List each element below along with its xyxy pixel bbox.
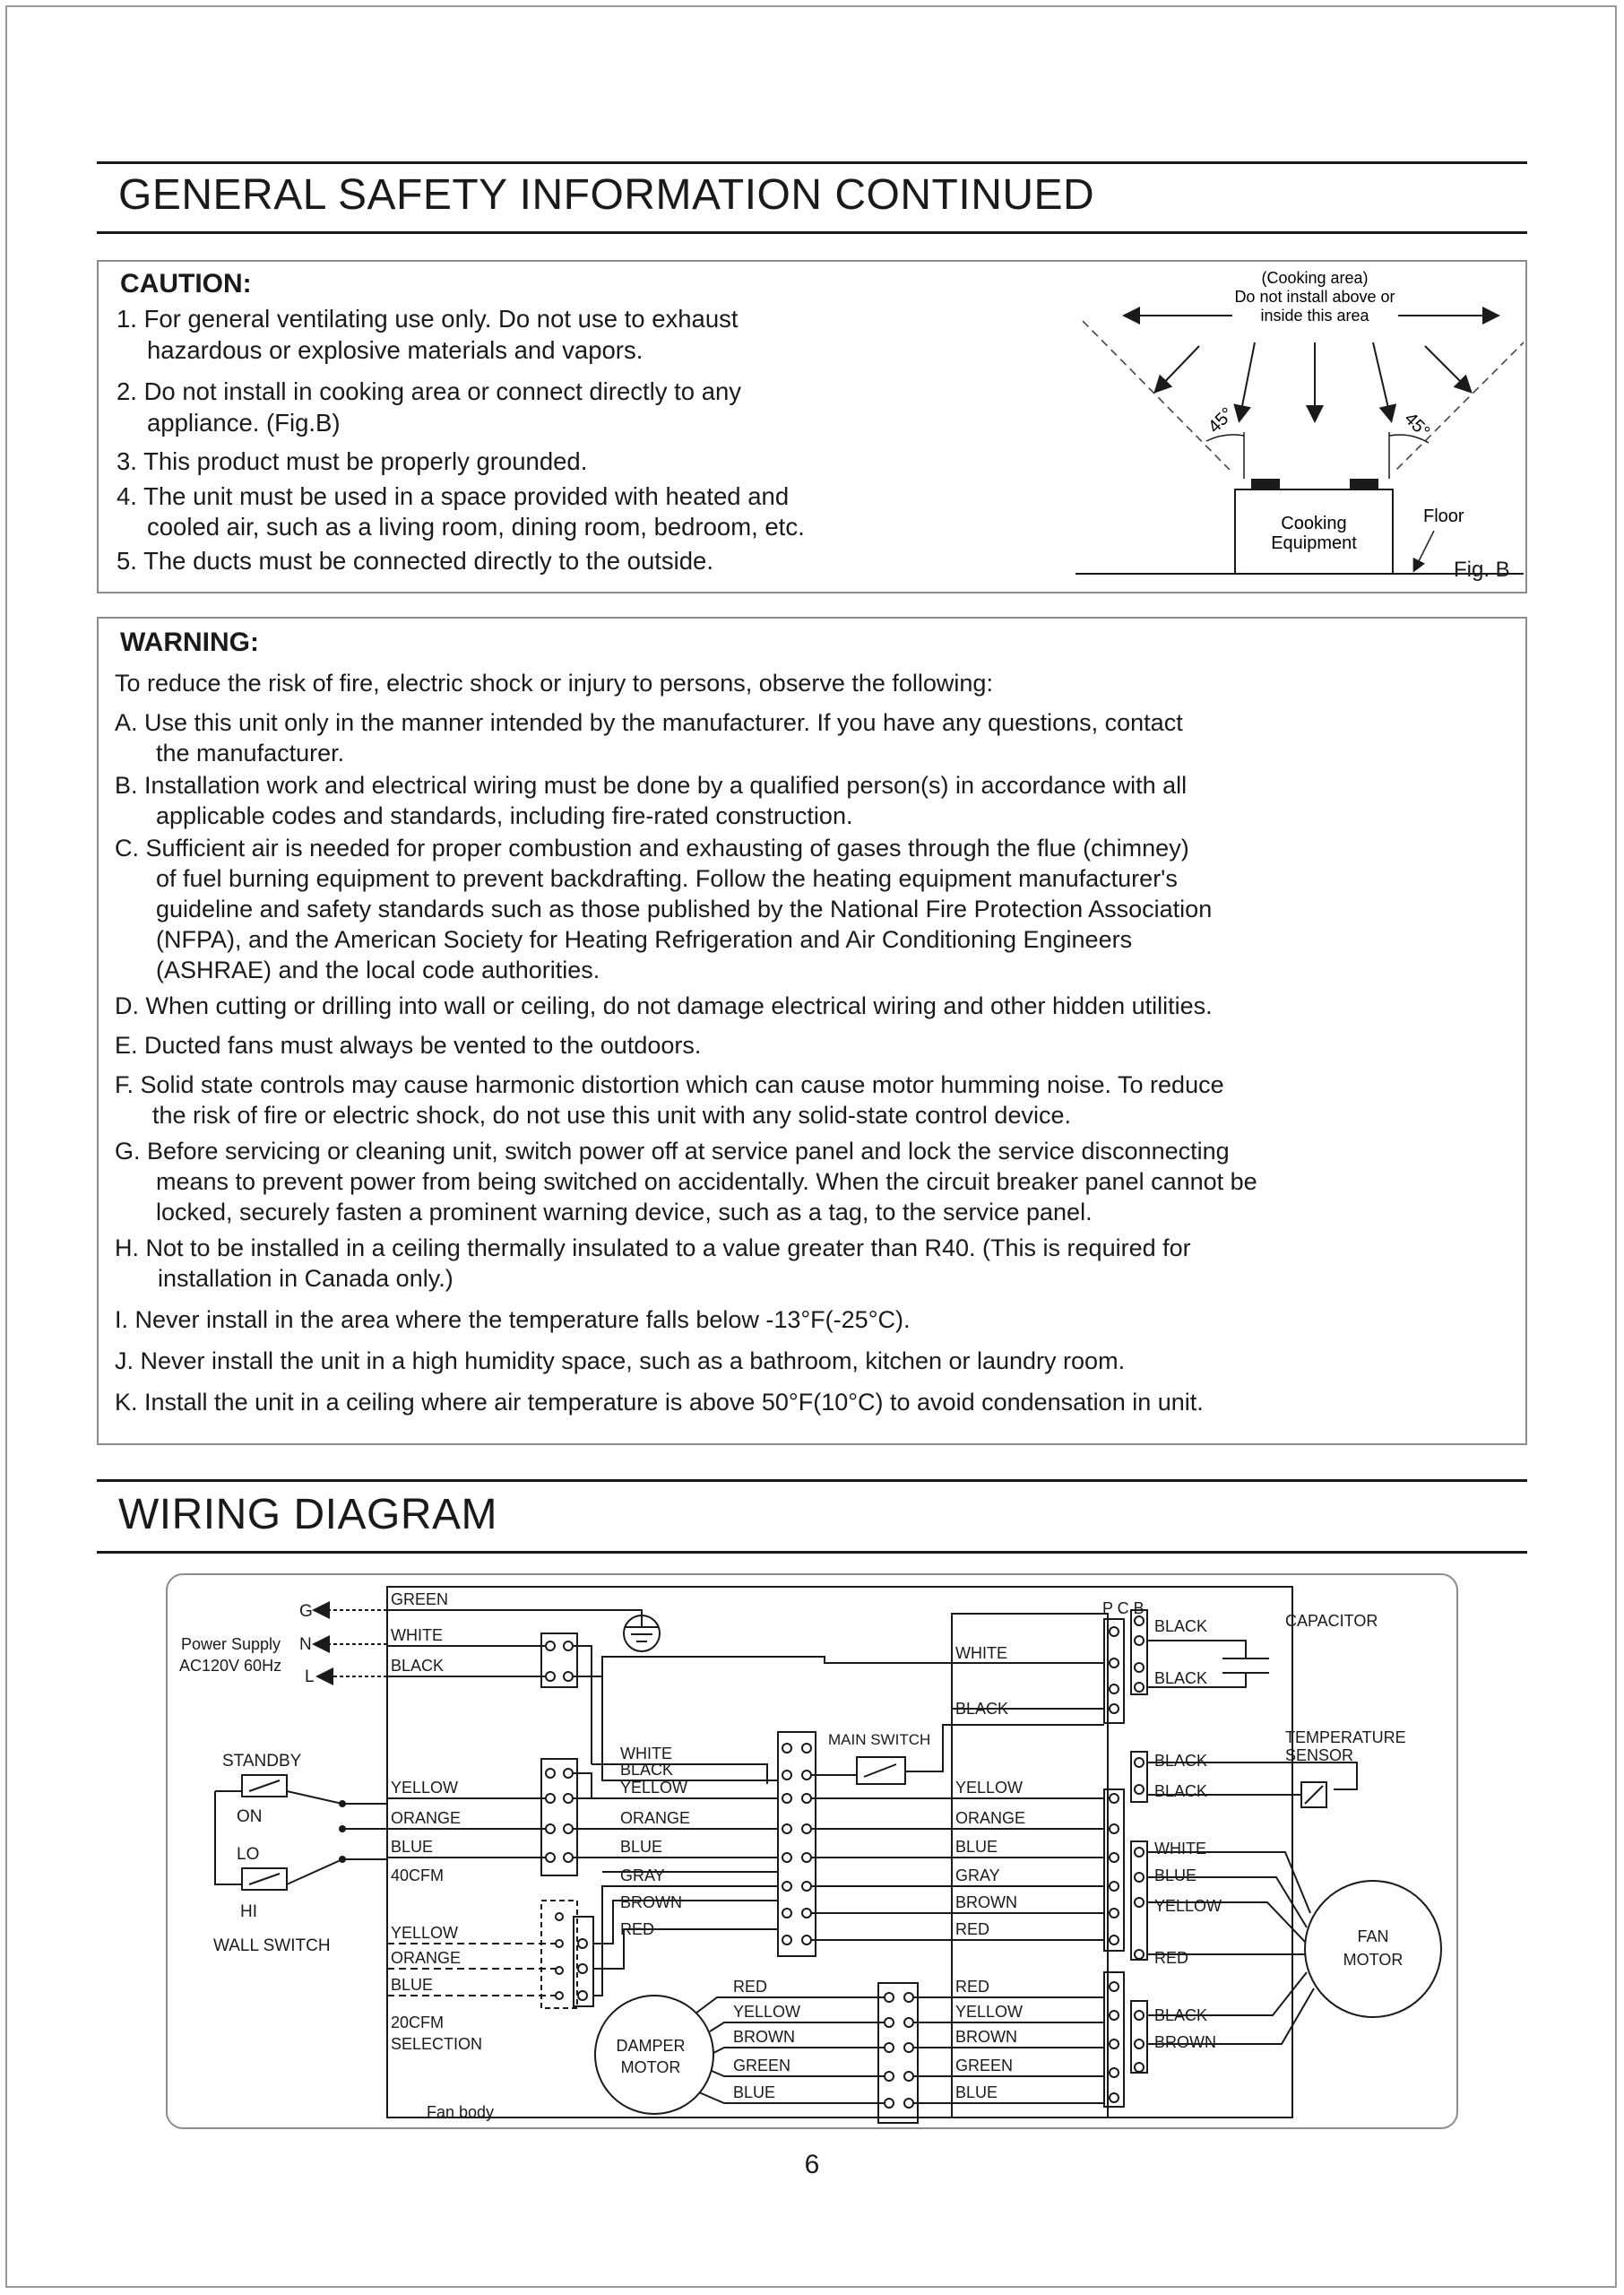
main-switch-label: MAIN SWITCH: [828, 1731, 931, 1748]
wire-label-white: WHITE: [391, 1626, 443, 1644]
warning-line: A. Use this unit only in the manner intended by the manufacturer. If you have any questions, contact: [115, 709, 1183, 736]
wire-label-yellow: YELLOW: [620, 1779, 688, 1797]
cfm20-label: 20CFM: [391, 2014, 445, 2031]
caution-line: hazardous or explosive materials and vapors.: [147, 336, 644, 364]
wire-label-brown: BROWN: [955, 1893, 1017, 1911]
wire-label-yellow: YELLOW: [1154, 1897, 1222, 1915]
power-supply-rating: AC120V 60Hz: [179, 1657, 282, 1675]
hi-label: HI: [240, 1902, 257, 1921]
wire-label-white: WHITE: [1154, 1840, 1206, 1858]
warning-line: C. Sufficient air is needed for proper combustion and exhausting of gases through the flue (chimney): [115, 835, 1189, 862]
wire-label-brown: BROWN: [955, 2028, 1017, 2046]
wire-label-blue: BLUE: [955, 2083, 998, 2101]
wire-label-brown: BROWN: [733, 2028, 795, 2046]
wire-label-blue: BLUE: [391, 1976, 434, 1994]
capacitor-label: CAPACITOR: [1285, 1612, 1378, 1630]
right-terminal-fan: [1131, 1841, 1147, 1960]
temperature-sensor-label: TEMPERATURE: [1285, 1728, 1406, 1746]
wire-label-green: GREEN: [391, 1590, 449, 1608]
wire-label-red: RED: [620, 1920, 655, 1938]
cooking-area-note: inside this area: [1260, 307, 1369, 325]
supply-g-label: G: [299, 1602, 313, 1621]
warning-line: of fuel burning equipment to prevent backdrafting. Follow the heating equipment manufacturer's: [156, 865, 1178, 892]
floor-label: Floor: [1423, 507, 1464, 526]
cfm20-selection-label: SELECTION: [391, 2035, 483, 2053]
cooking-area-label: (Cooking area): [1261, 269, 1369, 287]
wire-label-orange: ORANGE: [391, 1949, 462, 1967]
warning-line: applicable codes and standards, including fire-rated construction.: [156, 802, 853, 829]
damper-motor-label: DAMPER: [616, 2037, 686, 2055]
fan-motor-label: MOTOR: [1343, 1951, 1404, 1969]
wire-label-orange: ORANGE: [391, 1809, 462, 1827]
on-label: ON: [237, 1807, 263, 1826]
cooking-area-note: Do not install above or: [1234, 288, 1395, 306]
wire-label-yellow: YELLOW: [955, 2003, 1024, 2021]
wire-label-black: BLACK: [955, 1700, 1009, 1718]
warning-line: installation in Canada only.): [158, 1265, 454, 1292]
wire-label-blue: BLUE: [955, 1838, 998, 1856]
wire-label-green: GREEN: [733, 2057, 791, 2074]
damper-motor-label: MOTOR: [620, 2058, 681, 2076]
warning-line: the risk of fire or electric shock, do not use this unit with any solid-state control device.: [152, 1102, 1071, 1129]
wire-label-blue: BLUE: [1154, 1866, 1197, 1884]
caution-line: 2. Do not install in cooking area or connect directly to any: [117, 377, 742, 405]
caution-line: 4. The unit must be used in a space provided with heated and: [117, 482, 790, 510]
wire-label-yellow: YELLOW: [955, 1779, 1024, 1797]
warning-line: B. Installation work and electrical wiring must be done by a qualified person(s) in accordance with all: [115, 772, 1188, 799]
warning-line: I. Never install in the area where the temperature falls below -13°F(-25°C).: [115, 1306, 911, 1333]
lo-label: LO: [237, 1845, 260, 1864]
caution-line: 5. The ducts must be connected directly to the outside.: [117, 547, 713, 575]
warning-line: locked, securely fasten a prominent warning device, such as a tag, to the service panel.: [156, 1199, 1093, 1225]
temperature-sensor-label: SENSOR: [1285, 1746, 1354, 1764]
wire-label-gray: GRAY: [955, 1866, 1000, 1884]
wire-label-green: GREEN: [955, 2057, 1014, 2074]
wire-label-white: WHITE: [955, 1644, 1007, 1662]
wire-label-blue: BLUE: [620, 1838, 663, 1856]
wire-label-gray: GRAY: [620, 1866, 665, 1884]
warning-line: (ASHRAE) and the local code authorities.: [156, 957, 600, 983]
page-number: 6: [804, 2150, 820, 2179]
right-terminal-top: [1131, 1610, 1147, 1694]
caution-line: appliance. (Fig.B): [147, 409, 341, 437]
angle-right-label: 45°: [1400, 408, 1434, 442]
standby-label: STANDBY: [222, 1752, 302, 1771]
supply-n-label: N: [299, 1635, 312, 1654]
wire-label-blue: BLUE: [391, 1838, 434, 1856]
warning-line: the manufacturer.: [156, 740, 345, 766]
angle-left-label: 45°: [1204, 403, 1238, 437]
wire-label-black: BLACK: [620, 1761, 674, 1779]
wire-label-black: BLACK: [1154, 1752, 1208, 1770]
wire-label-blue: BLUE: [733, 2083, 776, 2101]
warning-line: K. Install the unit in a ceiling where air temperature is above 50°F(10°C) to avoid condensation in unit.: [115, 1389, 1204, 1416]
warning-line: J. Never install the unit in a high humidity space, such as a bathroom, kitchen or laundry room.: [115, 1347, 1126, 1374]
wall-switch-label: WALL SWITCH: [213, 1936, 331, 1955]
wire-label-orange: ORANGE: [620, 1809, 691, 1827]
fan-body-label: Fan body: [427, 2103, 495, 2121]
wire-label-black: BLACK: [1154, 1669, 1208, 1687]
wire-label-yellow: YELLOW: [391, 1924, 459, 1942]
general-safety-title: GENERAL SAFETY INFORMATION CONTINUED: [118, 171, 1095, 219]
wire-label-red: RED: [955, 1920, 990, 1938]
wire-label-black: BLACK: [391, 1657, 445, 1675]
fig-b-caption: Fig. B: [1454, 558, 1510, 582]
warning-line: (NFPA), and the American Society for Heating Refrigeration and Air Conditioning Engineers: [156, 926, 1133, 953]
wire-label-red: RED: [733, 1978, 768, 1996]
warning-line: E. Ducted fans must always be vented to the outdoors.: [115, 1032, 702, 1059]
caution-line: 3. This product must be properly grounded.: [117, 447, 588, 475]
caution-line: 1. For general ventilating use only. Do not use to exhaust: [117, 305, 739, 333]
warning-line: D. When cutting or drilling into wall or ceiling, do not damage electrical wiring and other hidden utilities.: [115, 992, 1213, 1019]
supply-l-label: L: [305, 1667, 315, 1686]
wire-label-white: WHITE: [620, 1745, 672, 1762]
power-supply-label: Power Supply: [181, 1635, 281, 1653]
caution-line: cooled air, such as a living room, dining room, bedroom, etc.: [147, 513, 805, 541]
cooking-equipment-label: Equipment: [1271, 533, 1357, 553]
wiring-diagram-title: WIRING DIAGRAM: [118, 1491, 497, 1538]
wire-label-black: BLACK: [1154, 1617, 1208, 1635]
wire-label-brown: BROWN: [1154, 2033, 1216, 2051]
cfm40-label: 40CFM: [391, 1866, 445, 1884]
warning-line: guideline and safety standards such as those published by the National Fire Protection Association: [156, 896, 1213, 922]
pcb-label: P C B: [1102, 1599, 1145, 1617]
warning-line: To reduce the risk of fire, electric shock or injury to persons, observe the following:: [115, 670, 993, 697]
wire-label-black: BLACK: [1154, 2006, 1208, 2024]
wire-label-yellow: YELLOW: [391, 1779, 459, 1797]
wire-label-red: RED: [955, 1978, 990, 1996]
warning-line: means to prevent power from being switched on accidentally. When the circuit breaker panel cannot be: [156, 1168, 1257, 1195]
wire-label-yellow: YELLOW: [733, 2003, 801, 2021]
warning-line: H. Not to be installed in a ceiling thermally insulated to a value greater than R40. (This is required for: [115, 1234, 1191, 1261]
caution-heading: CAUTION:: [120, 269, 252, 299]
warning-line: G. Before servicing or cleaning unit, switch power off at service panel and lock the service disconnecting: [115, 1138, 1230, 1165]
warning-heading: WARNING:: [120, 628, 259, 657]
fan-motor-label: FAN: [1357, 1927, 1389, 1945]
cooking-equipment-label: Cooking: [1281, 514, 1347, 533]
wire-label-black: BLACK: [1154, 1782, 1208, 1800]
main-terminal-block: [778, 1732, 816, 1956]
wire-label-orange: ORANGE: [955, 1809, 1026, 1827]
fan-motor: [1305, 1881, 1441, 2017]
wire-label-red: RED: [1154, 1949, 1189, 1967]
warning-line: F. Solid state controls may cause harmonic distortion which can cause motor humming noise. To reduce: [115, 1071, 1224, 1098]
wire-label-brown: BROWN: [620, 1893, 682, 1911]
